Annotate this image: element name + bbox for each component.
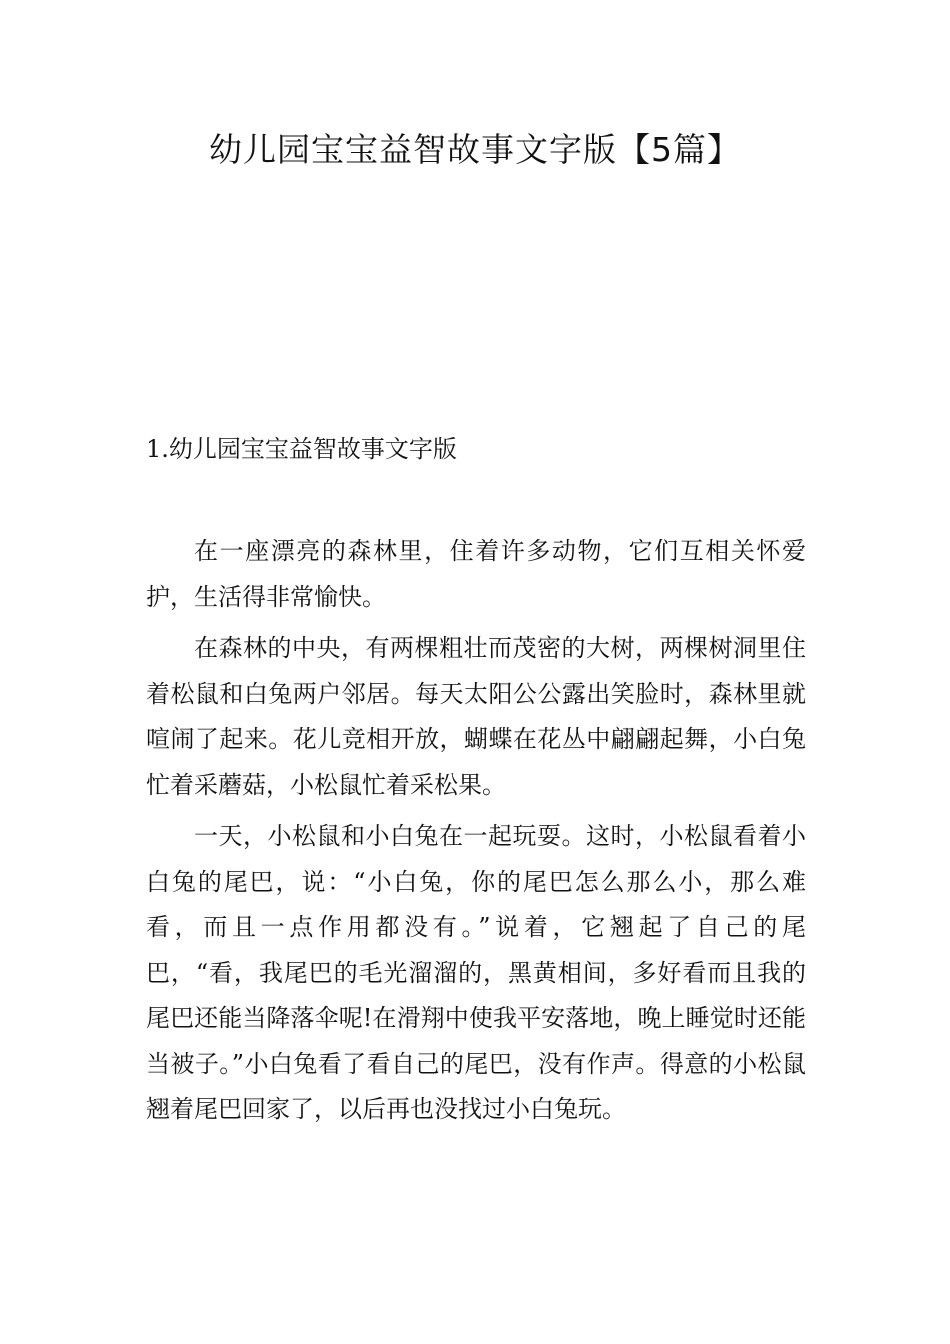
- story-body: [146, 529, 806, 1139]
- section-heading: 1.幼儿园宝宝益智故事文字版: [146, 435, 457, 463]
- story-paragraph: 在一座漂亮的森林里，住着许多动物，它们互相关怀爱护，生活得非常愉快。: [146, 537, 806, 611]
- story-paragraph: 在森林的中央，有两棵粗壮而茂密的大树，两棵树洞里住着松鼠和白兔两户邻居。每天太阳公公露出笑脸时，森林里就喧闹了起来。花儿竞相开放，蝴蝶在花丛中翩翩起舞，小白兔忙着采蘑菇，小松鼠忙着采松果。: [146, 634, 806, 799]
- story-paragraph: 一天，小松鼠和小白兔在一起玩耍。这时，小松鼠看着小白兔的尾巴，说：“小白兔，你的尾巴怎么那么小，那么难看，而且一点作用都没有。”说着，它翘起了自己的尾巴，“看，我尾巴的毛光溜溜的，黑黄相间，多好看而且我的尾巴还能当降落伞呢!在滑翔中使我平安落地，晚上睡觉时还能当被子。”小白兔看了看自己的尾巴，没有作声。得意的小松鼠翘着尾巴回家了，以后再也没找过小白兔玩。: [146, 822, 806, 1123]
- document-title: 幼儿园宝宝益智故事文字版【5篇】: [209, 130, 741, 169]
